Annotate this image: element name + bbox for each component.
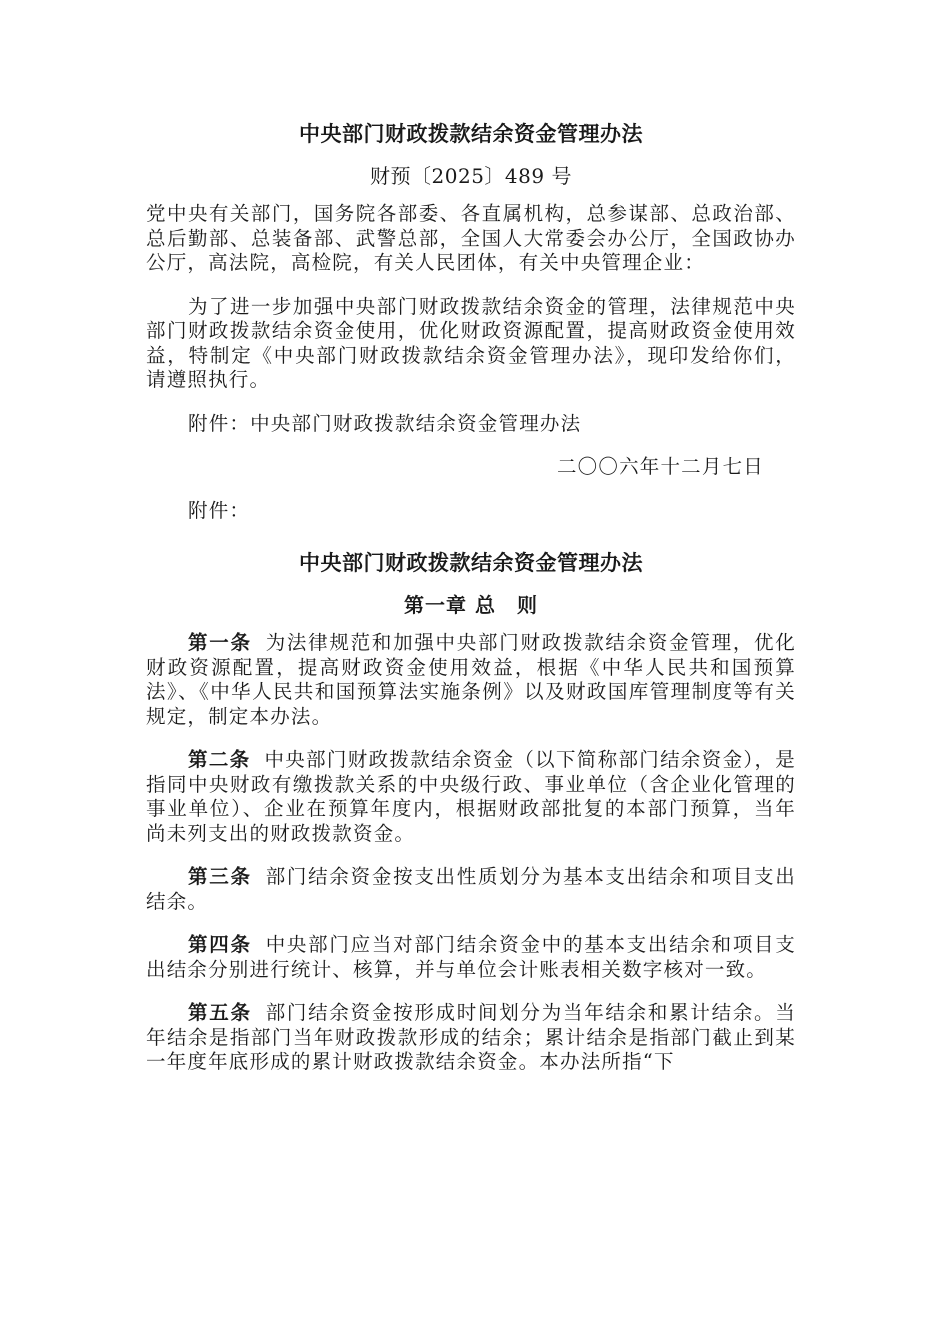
issue-date: 二〇〇六年十二月七日 — [556, 455, 764, 478]
article-4 — [146, 933, 796, 982]
document-title: 中央部门财政拨款结余资金管理办法 — [299, 121, 643, 146]
annex-label: 附件： — [188, 498, 251, 522]
article-label: 第一条 — [188, 631, 252, 654]
article-label: 第三条 — [188, 865, 252, 888]
article-1 — [146, 631, 796, 729]
article-text: 中央部门财政拨款结余资金（以下简称部门结余资金），是指同中央财政有缴拨款关系的中央级行政、事业单位（含企业化管理的事业单位）、企业在预算年度内，根据财政部批复的本部门预算，当年尚未列支出的财政拨款资金。 — [146, 748, 796, 845]
article-label: 第二条 — [188, 748, 251, 771]
article-label: 第五条 — [188, 1001, 252, 1024]
article-5 — [146, 1001, 796, 1075]
article-text: 部门结余资金按支出性质划分为基本支出结余和项目支出结余。 — [146, 865, 796, 913]
annex-title: 中央部门财政拨款结余资金管理办法 — [299, 550, 643, 575]
document-number: 财预〔2025〕489 号 — [370, 164, 572, 188]
article-text: 部门结余资金按形成时间划分为当年结余和累计结余。当年结余是指部门当年财政拨款形成的结余；累计结余是指部门截止到某一年度年底形成的累计财政拨款结余资金。本办法所指“下 — [146, 1001, 796, 1073]
article-text: 中央部门应当对部门结余资金中的基本支出结余和项目支出结余分别进行统计、核算，并与单位会计账表相关数字核对一致。 — [146, 933, 796, 981]
article-3 — [146, 865, 796, 914]
recipients-paragraph: 党中央有关部门，国务院各部委、各直属机构，总参谋部、总政治部、总后勤部、总装备部、武警总部，全国人大常委会办公厅，全国政协办公厅，高法院，高检院，有关人民团体，有关中央管理企业： — [146, 202, 796, 274]
document-page — [146, 118, 796, 1075]
chapter-title: 第一章 总 则 — [404, 593, 538, 617]
attachment-line: 附件：中央部门财政拨款结余资金管理办法 — [188, 411, 582, 435]
article-text: 为法律规范和加强中央部门财政拨款结余资金管理，优化财政资源配置，提高财政资金使用效益，根据《中华人民共和国预算法》、《中华人民共和国预算法实施条例》以及财政国库管理制度等有关规定，制定本办法。 — [146, 631, 796, 728]
article-label: 第四条 — [188, 933, 252, 956]
article-2 — [146, 748, 796, 846]
intro-paragraph: 为了进一步加强中央部门财政拨款结余资金的管理，法律规范中央部门财政拨款结余资金使用，优化财政资源配置，提高财政资金使用效益，特制定《中央部门财政拨款结余资金管理办法》，现印发给你们，请遵照执行。 — [146, 294, 796, 391]
